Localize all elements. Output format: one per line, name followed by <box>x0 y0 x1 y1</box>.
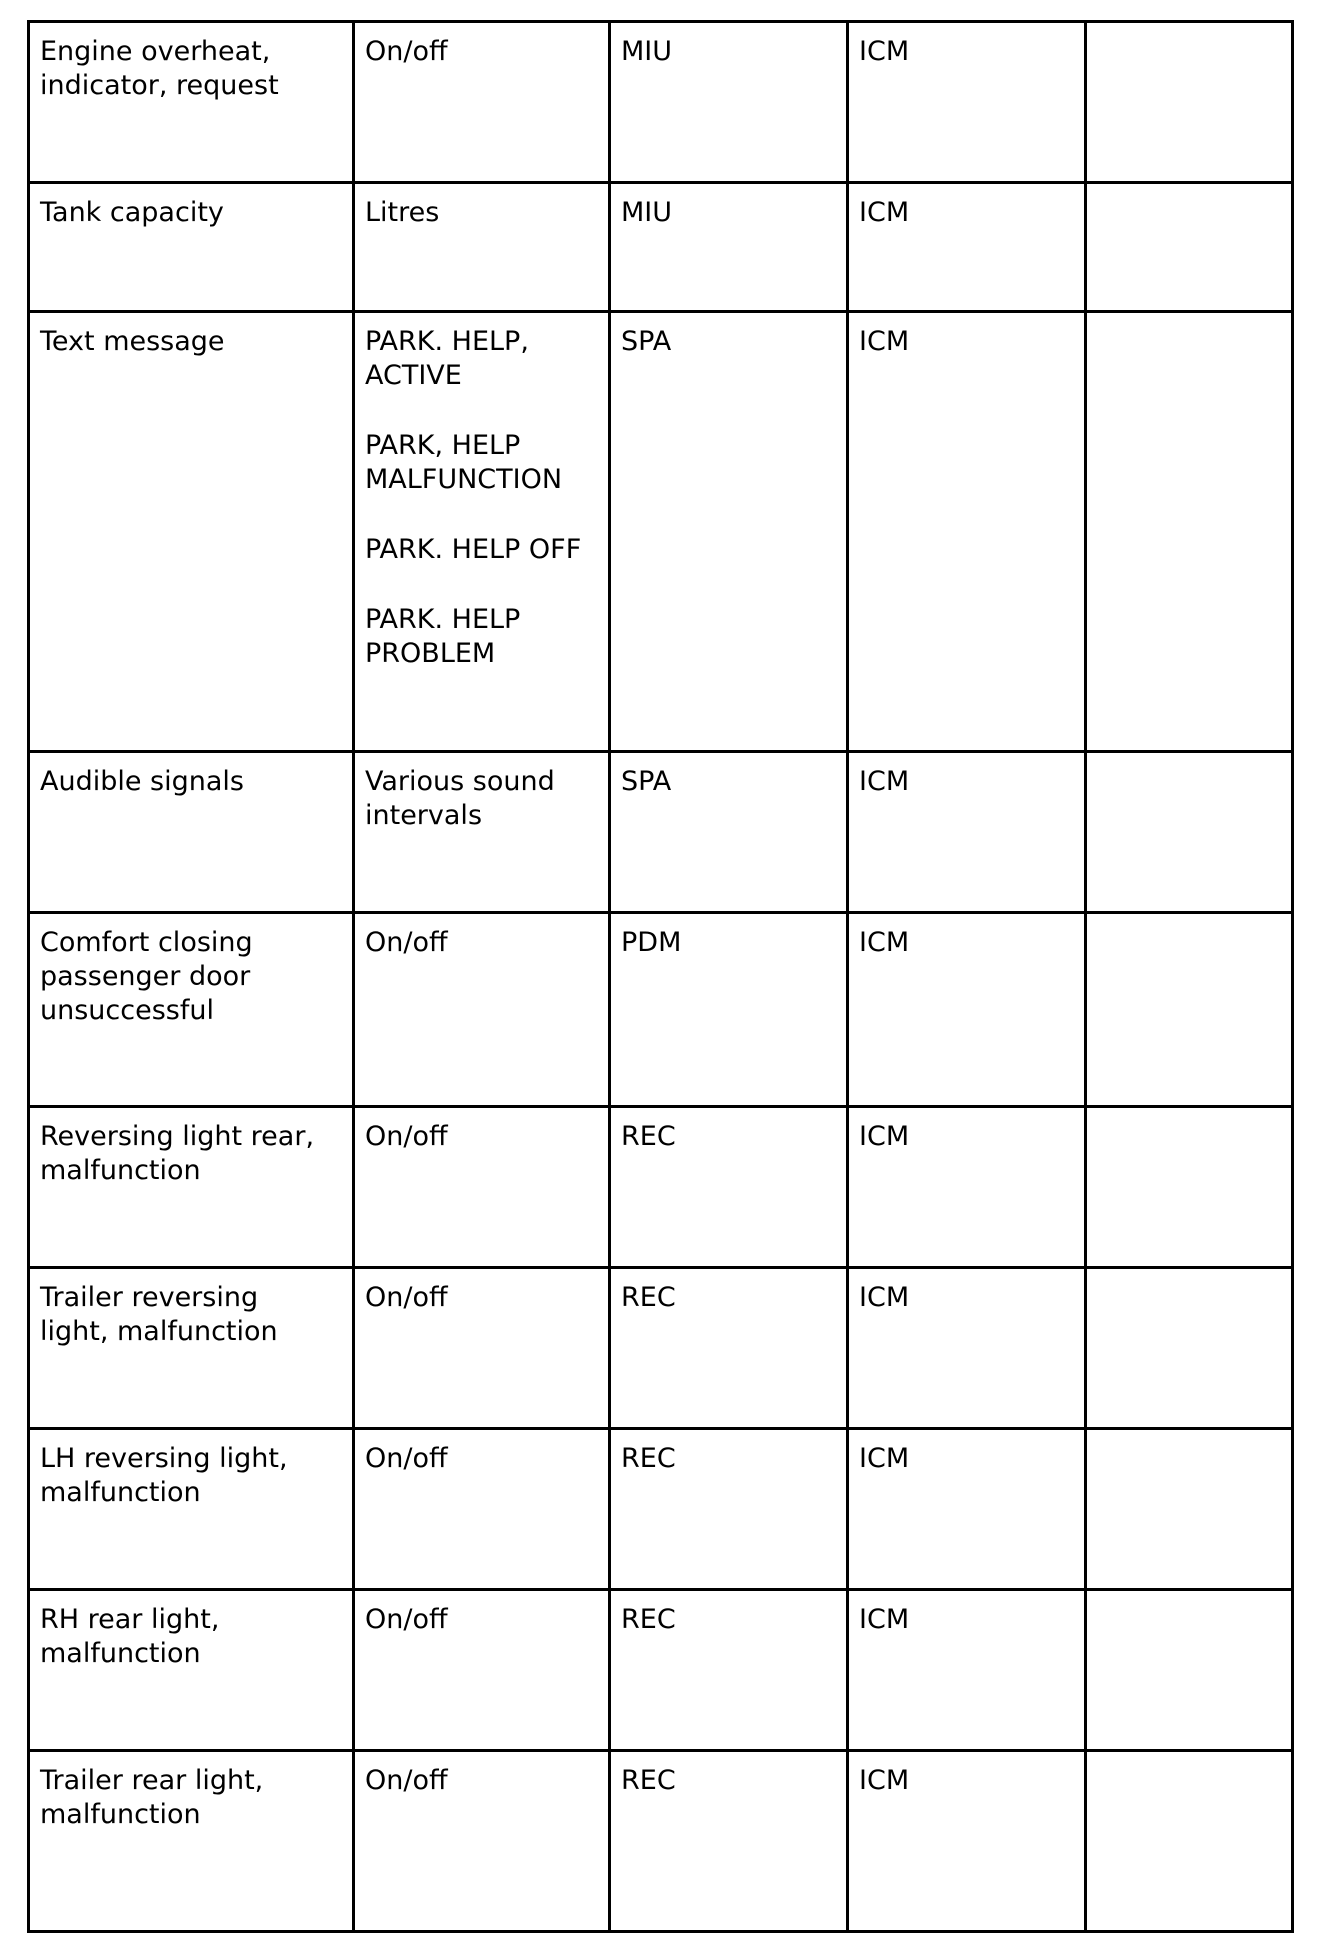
table-row <box>29 1268 1293 1429</box>
source-module-text: REC <box>621 1121 676 1152</box>
table-row <box>29 1107 1293 1268</box>
signal-text: Comfort closing passenger door unsuccessful <box>40 927 253 1026</box>
table-row <box>29 913 1293 1107</box>
value-cell <box>354 312 610 752</box>
value-text: On/off <box>365 1443 448 1474</box>
value-text: Various sound intervals <box>365 766 555 831</box>
source-module-text: REC <box>621 1282 676 1313</box>
value-cell <box>354 22 610 183</box>
value-cell <box>354 183 610 312</box>
table-row <box>29 22 1293 183</box>
value-text: PARK. HELP OFF <box>365 534 582 565</box>
value-text: On/off <box>365 1121 448 1152</box>
value-cell <box>354 1429 610 1590</box>
signal-text: Trailer rear light, malfunction <box>40 1765 264 1830</box>
table-row <box>29 752 1293 913</box>
value-text: On/off <box>365 1604 448 1635</box>
target-module-text: ICM <box>859 1282 910 1313</box>
source-module-cell <box>610 183 848 312</box>
notes-cell <box>1086 752 1293 913</box>
value-text: On/off <box>365 1282 448 1313</box>
value-text: On/off <box>365 1765 448 1796</box>
signal-cell <box>29 22 354 183</box>
table-body <box>29 22 1293 1932</box>
notes-cell <box>1086 1268 1293 1429</box>
source-module-text: REC <box>621 1604 676 1635</box>
target-module-text: ICM <box>859 1121 910 1152</box>
table-row <box>29 1429 1293 1590</box>
target-module-cell <box>848 312 1086 752</box>
source-module-text: REC <box>621 1443 676 1474</box>
signal-text: Engine overheat, indicator, request <box>40 36 279 101</box>
table-row <box>29 312 1293 752</box>
table-row <box>29 1590 1293 1751</box>
target-module-cell <box>848 183 1086 312</box>
notes-cell <box>1086 312 1293 752</box>
value-cell <box>354 1107 610 1268</box>
source-module-cell <box>610 22 848 183</box>
signal-text: Reversing light rear, malfunction <box>40 1121 315 1186</box>
notes-cell <box>1086 1429 1293 1590</box>
value-cell <box>354 913 610 1107</box>
source-module-text: SPA <box>621 766 672 797</box>
signal-cell <box>29 1751 354 1932</box>
value-text: PARK. HELP, ACTIVE <box>365 326 529 391</box>
table-row <box>29 1751 1293 1932</box>
source-module-cell <box>610 1590 848 1751</box>
source-module-text: MIU <box>621 197 673 228</box>
target-module-cell <box>848 752 1086 913</box>
notes-cell <box>1086 22 1293 183</box>
signal-cell <box>29 1429 354 1590</box>
source-module-text: SPA <box>621 326 672 357</box>
target-module-cell <box>848 1751 1086 1932</box>
signal-table <box>27 20 1294 1933</box>
source-module-cell <box>610 1751 848 1932</box>
notes-cell <box>1086 1751 1293 1932</box>
signal-cell <box>29 1268 354 1429</box>
signal-text: Trailer reversing light, malfunction <box>40 1282 278 1347</box>
target-module-cell <box>848 22 1086 183</box>
value-text: Litres <box>365 197 440 228</box>
signal-cell <box>29 752 354 913</box>
source-module-cell <box>610 1429 848 1590</box>
signal-text: Text message <box>40 326 225 357</box>
signal-text: LH reversing light, malfunction <box>40 1443 288 1508</box>
signal-cell <box>29 1590 354 1751</box>
notes-cell <box>1086 1107 1293 1268</box>
source-module-cell <box>610 752 848 913</box>
signal-cell <box>29 913 354 1107</box>
signal-cell <box>29 183 354 312</box>
target-module-text: ICM <box>859 197 910 228</box>
notes-cell <box>1086 913 1293 1107</box>
value-text: PARK. HELP PROBLEM <box>365 604 521 669</box>
target-module-text: ICM <box>859 36 910 67</box>
source-module-text: REC <box>621 1765 676 1796</box>
target-module-cell <box>848 1268 1086 1429</box>
target-module-cell <box>848 1590 1086 1751</box>
target-module-cell <box>848 1429 1086 1590</box>
value-cell <box>354 1268 610 1429</box>
signal-cell <box>29 312 354 752</box>
target-module-text: ICM <box>859 766 910 797</box>
target-module-text: ICM <box>859 1443 910 1474</box>
value-text: On/off <box>365 36 448 67</box>
target-module-cell <box>848 913 1086 1107</box>
target-module-text: ICM <box>859 1765 910 1796</box>
value-cell <box>354 752 610 913</box>
signal-text: Tank capacity <box>40 197 224 228</box>
signal-text: RH rear light, malfunction <box>40 1604 220 1669</box>
target-module-cell <box>848 1107 1086 1268</box>
source-module-cell <box>610 312 848 752</box>
notes-cell <box>1086 183 1293 312</box>
target-module-text: ICM <box>859 1604 910 1635</box>
value-text: On/off <box>365 927 448 958</box>
source-module-cell <box>610 913 848 1107</box>
source-module-text: MIU <box>621 36 673 67</box>
table-row <box>29 183 1293 312</box>
value-text: PARK, HELP MALFUNCTION <box>365 430 563 495</box>
target-module-text: ICM <box>859 326 910 357</box>
signal-text: Audible signals <box>40 766 244 797</box>
source-module-cell <box>610 1268 848 1429</box>
source-module-cell <box>610 1107 848 1268</box>
value-cell <box>354 1751 610 1932</box>
value-cell <box>354 1590 610 1751</box>
source-module-text: PDM <box>621 927 682 958</box>
target-module-text: ICM <box>859 927 910 958</box>
notes-cell <box>1086 1590 1293 1751</box>
signal-cell <box>29 1107 354 1268</box>
